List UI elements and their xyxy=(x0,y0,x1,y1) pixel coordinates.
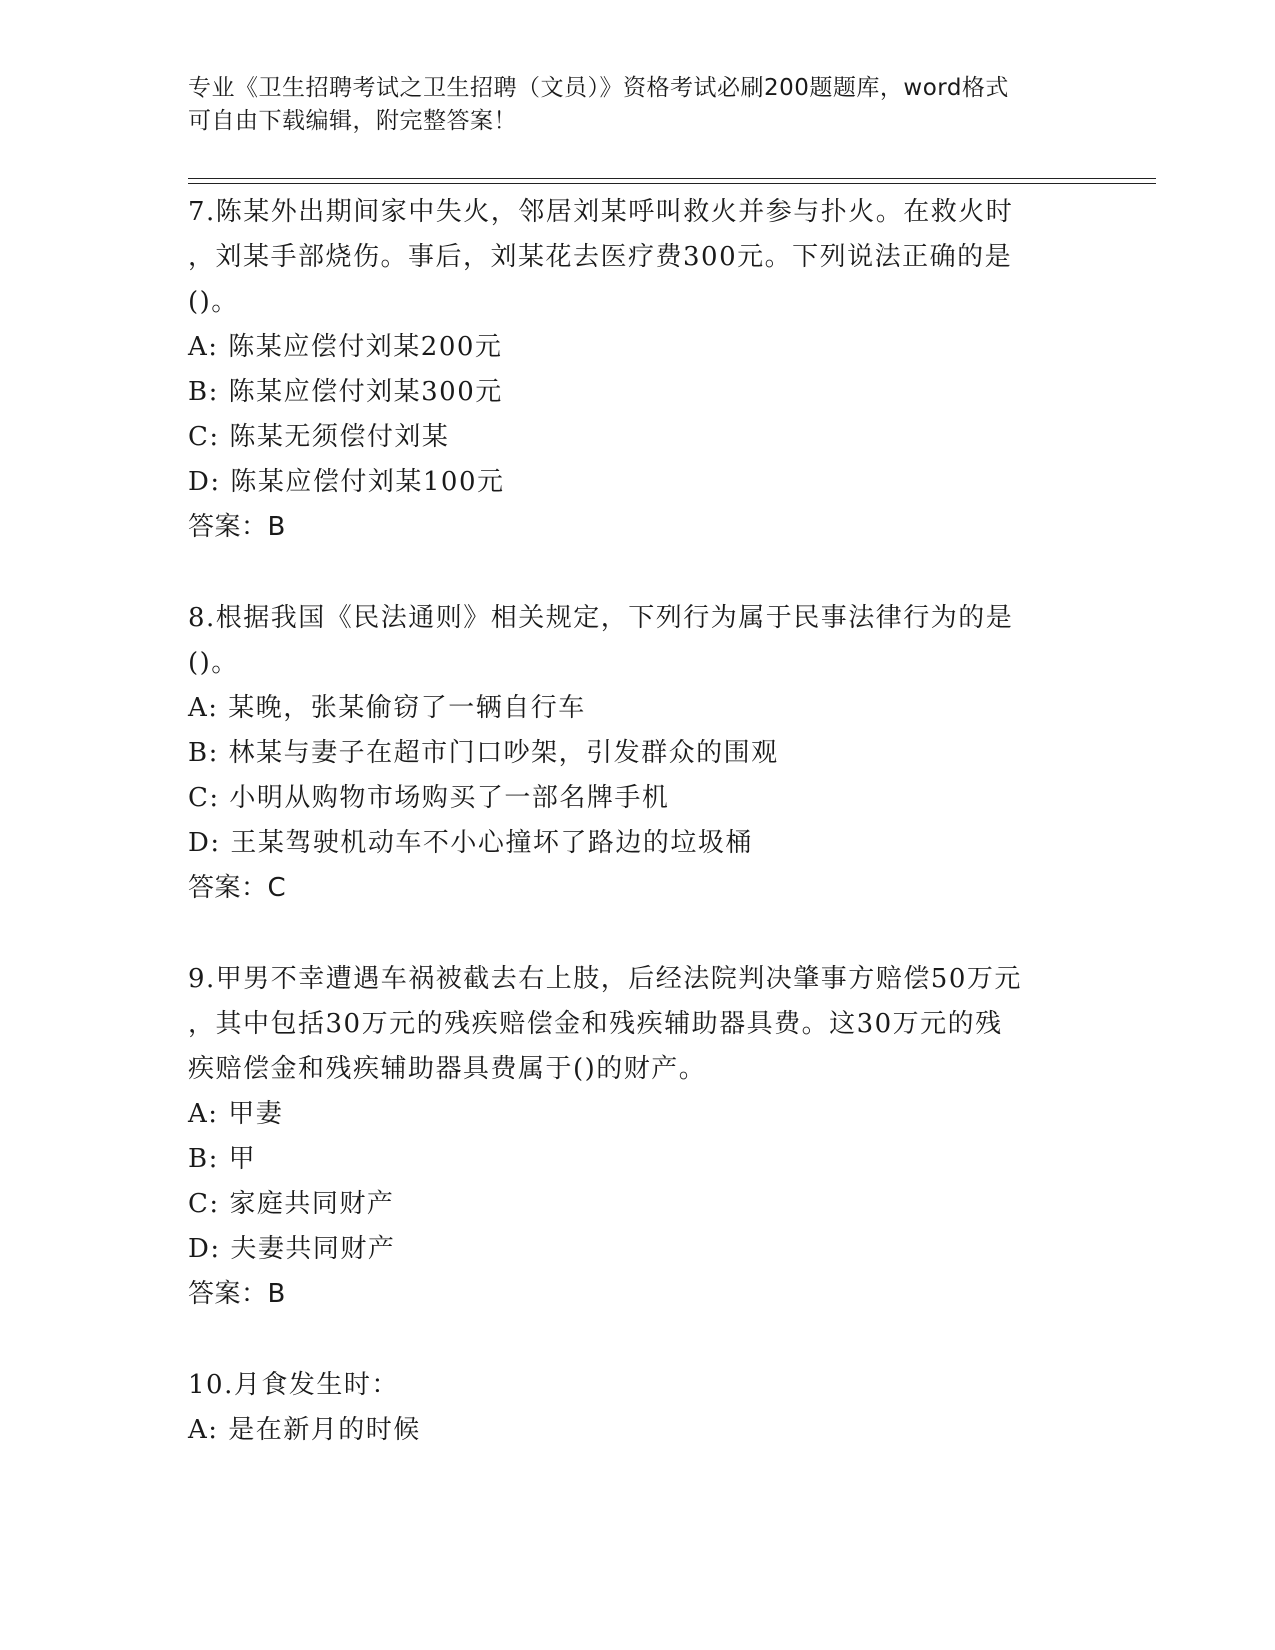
header-line-1: 专业《卫生招聘考试之卫生招聘（文员）》资格考试必刷200题题库，word格式 xyxy=(188,75,1009,101)
question-line: 9.甲男不幸遭遇车祸被截去右上肢，后经法院判决肇事方赔偿50万元 xyxy=(188,964,1022,994)
question-line: ()。 xyxy=(188,287,239,317)
answer: 答案：B xyxy=(188,512,286,542)
question-line: 8.根据我国《民法通则》相关规定，下列行为属于民事法律行为的是 xyxy=(188,603,1014,633)
option-b: B: 陈某应偿付刘某300元 xyxy=(188,377,503,407)
option-b: B: 甲 xyxy=(188,1144,257,1174)
option-c: C: 家庭共同财产 xyxy=(188,1189,395,1219)
option-d: D: 陈某应偿付刘某100元 xyxy=(188,467,505,497)
question-8 xyxy=(188,596,1088,911)
answer: 答案：C xyxy=(188,873,287,903)
option-d: D: 王某驾驶机动车不小心撞坏了路边的垃圾桶 xyxy=(188,828,753,858)
option-b: B: 林某与妻子在超市门口吵架，引发群众的围观 xyxy=(188,738,779,768)
question-10 xyxy=(188,1363,1088,1453)
question-line: ()。 xyxy=(188,648,239,678)
question-7 xyxy=(188,190,1088,550)
option-a: A: 某晚，张某偷窃了一辆自行车 xyxy=(188,693,586,723)
option-c: C: 小明从购物市场购买了一部名牌手机 xyxy=(188,783,670,813)
option-d: D: 夫妻共同财产 xyxy=(188,1234,396,1264)
question-line: 10.月食发生时： xyxy=(188,1370,399,1400)
option-a: A: 是在新月的时候 xyxy=(188,1415,421,1445)
question-line: ，刘某手部烧伤。事后，刘某花去医疗费300元。下列说法正确的是 xyxy=(188,242,1013,272)
question-text xyxy=(188,1363,1088,1408)
question-line: ，其中包括30万元的残疾赔偿金和残疾辅助器具费。这30万元的残 xyxy=(188,1009,1003,1039)
question-9 xyxy=(188,957,1088,1317)
question-line: 疾赔偿金和残疾辅助器具费属于()的财产。 xyxy=(188,1054,707,1084)
option-a: A: 陈某应偿付刘某200元 xyxy=(188,332,503,362)
question-text xyxy=(188,190,1088,325)
answer: 答案：B xyxy=(188,1279,286,1309)
header-divider-bottom xyxy=(188,183,1156,184)
header-line-2: 可自由下载编辑，附完整答案！ xyxy=(188,108,517,134)
option-c: C: 陈某无须偿付刘某 xyxy=(188,422,450,452)
document-header xyxy=(188,72,1088,138)
question-line: 7.陈某外出期间家中失火，邻居刘某呼叫救火并参与扑火。在救火时 xyxy=(188,197,1014,227)
option-a: A: 甲妻 xyxy=(188,1099,284,1129)
question-list xyxy=(188,190,1088,1499)
question-text xyxy=(188,596,1088,686)
header-divider-top xyxy=(188,178,1156,179)
question-text xyxy=(188,957,1088,1092)
